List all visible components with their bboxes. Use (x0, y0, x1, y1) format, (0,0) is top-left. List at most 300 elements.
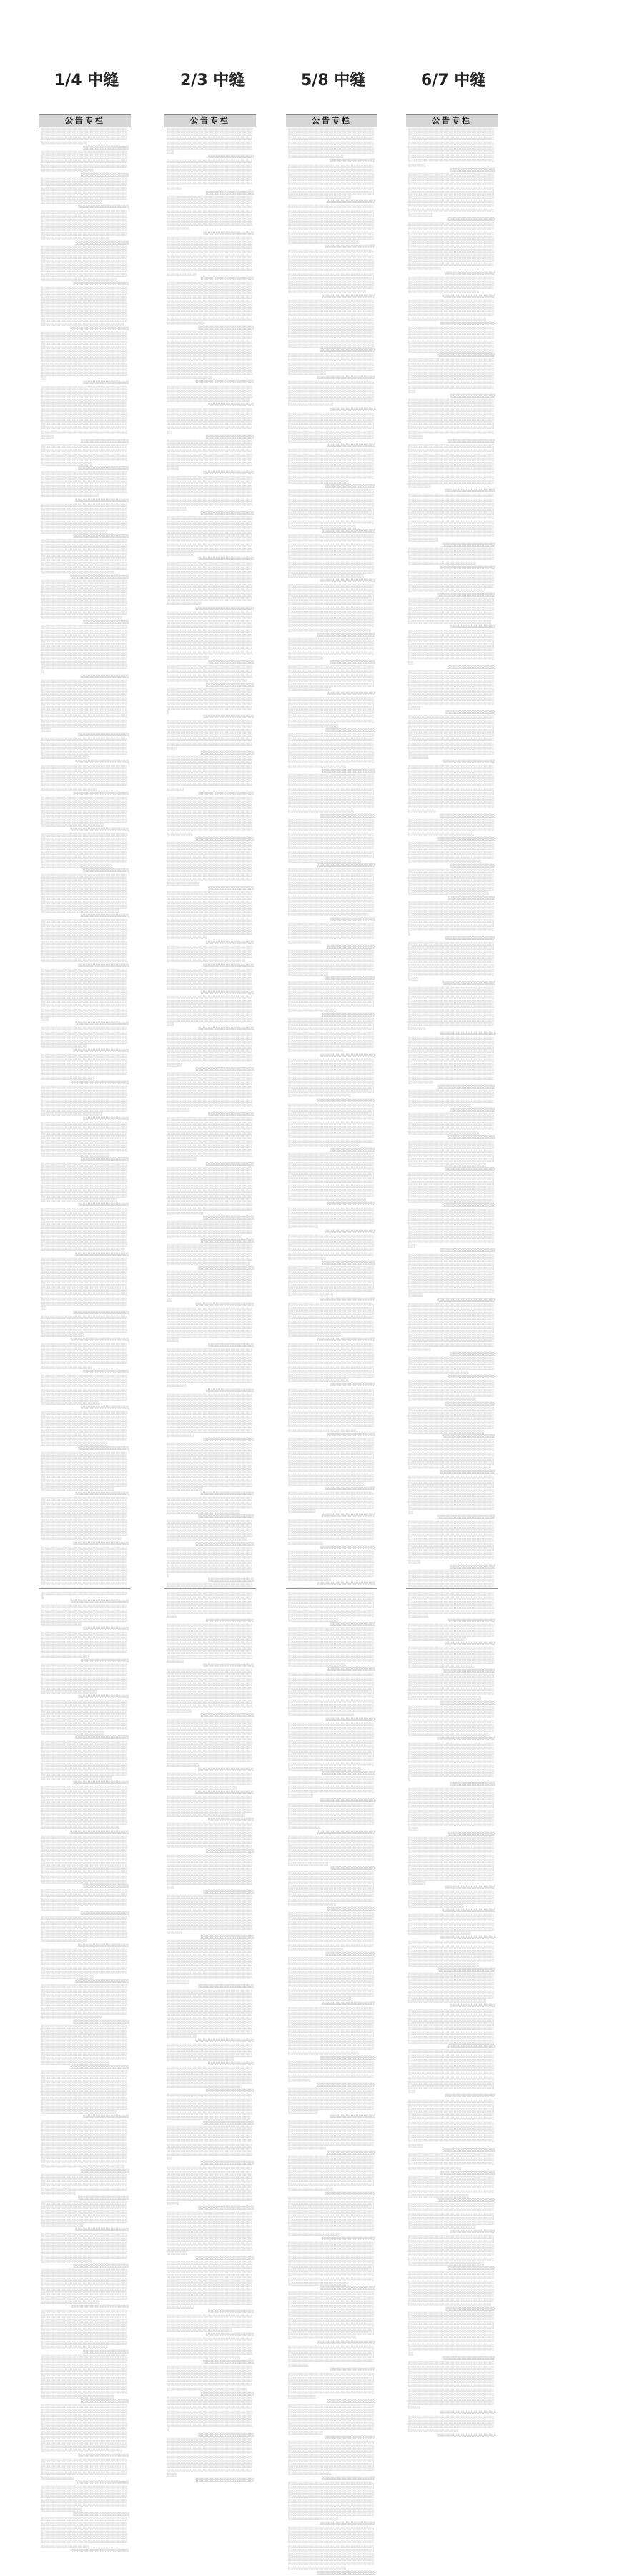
notice-signature-placeholder: ░░░░░░░░░░░░░░░░░░░░░░ (73, 2513, 129, 2517)
notice-signature-placeholder: ░░░░░░░░░░░░░░░░░░ (330, 1867, 375, 1871)
column-header: 公告专栏 (406, 114, 498, 127)
notice-text-placeholder: ░░░░░░░░░░░░░░░░░░░░░░░░░░░░░░░░░░░░░░░░░░░░░░░░░░░░░░░░░░░░░░░░░░░░░░░░░░░░░░░░░░░░░░░░░░░░░░░░░░░░░░░░░░░░░░░░░░░░░░░░░░░░░░░░░░░░░░░░░░░░░░░░░░░░░░░░░░░░░░░░░░░░░░░░░░░░░░░░░░░░░░░░░░░░░░░░░░░░░░░░░░░░░░░░░░░░░░░░░░░░░░░░░░░░░░░░░░░░░░░░░░░░░░░░░░░░░░░░░░░░░░░░░░░░░░░░░░░░░░░░░░░░░░░░░░░░░░░░░░░░░░ (41, 1163, 128, 1203)
notice-body (286, 127, 377, 2576)
notice-signature-placeholder: ░░░░░░░░░░░░░░░░░░░░ (78, 205, 129, 210)
notice-item (288, 734, 375, 774)
notice-item (288, 2482, 375, 2527)
notice-text-placeholder: ░░░░░░░░░░░░░░░░░░░░░░░░░░░░░░░░░░░░░░░░░░░░░░░░░░░░░░░░░░░░░░░░░░░░░░░░░░░░░░░░░░░░░░░░░░░░░░░░░░░░░░░░░░░░░░░░░░░░░░░░░░░░░░░░░░░░░░░░░░░░░░░░░░░░░░░░░░░░░░░░░░░░░░░░░░░░░░░░░░░░░░░░░░░░░░░░░░░░░░░░░░░░░░░░░░░░░░░░░░░░░░░░░░░░░░░░░░░░░░░░░░░░░░░░░░░░░░░░░░░░░░░░░░░░░░░░░░░░░░░░░░░░░░░░░░░░░░░░░░░░░░░░░░░░░░░░░░░░░░░░░░░░░░░░░░░░░░░░░░░░░░░░░░░░░░░░░░░░ (167, 892, 253, 941)
notice-text-placeholder: ░░░░░░░░░░░░░░░░░░░░░░░░░░░░░░░░░░░░░░░░░░░░░░░░░░░░░░░░░░░░░░░░░░░░░░░░░░░░░░░░░░░░░░░░░░░░░░░░░░░░░░░░░░░░░░░░░░░░░░░░░░░░░░░░░░░░░░░░░░░░░░░░░░░░░░░░░░░░░░░░░░░░░░░░░░░░░░░░░░░░░░░░░░░░░░░░░░░░░░░░░░░░░░░░░░░░░░░░░░░░░░░░░░░░░░░░░░░░░░░░░░░ (167, 1308, 253, 1343)
notice-signature-placeholder: ░░░░░░░░░░░░░░░░░░░░ (203, 715, 254, 720)
notice-item (408, 1974, 495, 2009)
notice-item (41, 2518, 129, 2554)
notice-item (408, 870, 495, 901)
notice-text-placeholder: ░░░░░░░░░░░░░░░░░░░░░░░░░░░░░░░░░░░░░░░░░░░░░░░░░░░░░░░░░░░░░░░░░░░░░░░░░░░░░░░░░░░░░░░░░░░░░░░░░░░░░░░░░░░░░░░░░░░░░░░░░░░░░░░░░░░░░░░░░░░░░░░░░░░░░░░░░░░░░░░░░ (408, 1914, 495, 1936)
notice-text-placeholder: ░░░░░░░░░░░░░░░░░░░░░░░░░░░░░░░░░░░░░░░░░░░░░░░░░░░░░░░░░░░░░░░░░░░░░░░░░░░░░░░░░░░░░░░░░░░░░░░░░░░░░░░░░░░░░░░░░░░░░░░░░░░░░░░░░░░░░░░░░░░░░░░░░░░░░░░ (288, 354, 375, 376)
notice-signature-placeholder: ░░░░░░░░░░░░░░░░░░░░ (78, 733, 129, 738)
notice-body (164, 127, 256, 2483)
notice-signature-placeholder: ░░░░░░░░░░░░░░░░░░░░░ (322, 2477, 375, 2481)
notice-item (408, 174, 495, 222)
notice-item (167, 1896, 254, 1940)
notice-signature-placeholder: ░░░░░░░░░░░░░░░░░░░░░ (322, 530, 375, 534)
notice-signature-placeholder: ░░░░░░░░░░░░░░░░░░░░ (78, 964, 129, 968)
notice-signature-placeholder: ░░░░░░░░░░░░░░░░░░░ (205, 1850, 254, 1854)
notice-signature-placeholder: ░░░░░░░░░░░░░░░░░░ (208, 660, 254, 665)
notice-text-placeholder: ░░░░░░░░░░░░░░░░░░░░░░░░░░░░░░░░░░░░░░░░░░░░░░░░░░░░░░░░░░░░░░░░░░░░░░░░░░░░░░░░░░░░░░░░░░░░░░░░░░░░░░░░░░░░░░░░░░░░░░░░░░░░░░░░░░░░░░░░░░░░░░░░░░░░░░░░░░░░░░░░░░░░░░░░░░░░░░░░░░░░░░░░░░░░░░░░░░░░░░░░░░░░░░░░░░░░░░░░░░░░░░░░░░░░░░░░░░░░░░░░░░░░░░░░░░░░░░░░░░░░░░░░░░░░░░░░ (408, 2009, 495, 2044)
notice-text-placeholder: ░░░░░░░░░░░░░░░░░░░░░░░░░░░░░░░░░░░░░░░░░░░░░░░░░░░░░░░░░░░░░░░░░░░░░░░░░░░░░░░░░░░░░░░░░░░░░░░░░░░░░░░░░░░░░░░░░░░░░░░░░░░░░░░░░░░░░░░░░░░░░░░░░░░░░░░░░░░░░░░░░░░░░░░░░░░░░░░░░░░░░░░░░░░░░░░░░░░░░░░░░░░░░░░░░░░░░░░░░░░░░░░░░░░░░░░░░░░░░░░░ (167, 2126, 253, 2162)
notice-text-placeholder: ░░░░░░░░░░░░░░░░░░░░░░░░░░░░░░░░░░░░░░░░░░░░░░░░░░░░░░░░░░░░░░░░░░░░░░░░░░░░░░░░░░░░░░░░░░░░░░░░░░░░░░░░░░░░░░░░░░░░░░░░░░░░░░░░░░░░░░░░░░░░░░░░░░░░░░░░░░░░░░░░░░░░░░░░░░░░░░░░░░░░░░░░░░░░░░░░░░░░░░░░░░░░░░░░░░░░░░░░░░░░░░░░░░░░░░░░░░░░░░░░░░░░░░░░░░░░░░░░░░░░░░░░░░░░░░░░░░░░░░░░░░ (167, 798, 253, 837)
notice-item (408, 1647, 495, 1674)
notice-text-placeholder: ░░░░░░░░░░░░░░░░░░░░░░░░░░░░░░░░░░░░░░░░░░░░░░░░░░░░░░░░░░░░░░░░░░░░░░░░░░░░░░░░░░░░░░░░░░░░░░░░░░░░░░░░░░░░░░░░░░░░░░░░░░░░░░░░░░░░░░░░░░░░░░░░░░░░░░░░░░░░░░░░░░░░░░░░░░░░░░░░░░░░░░░░░░░░░░░░░░░░░░░░░░░░░░░░░░░░░░░░░░░░░░░░░░░░░░░░░░░░░░░░░░░░░░░░░░░░░░░░░░░░░░░░░░░░░░░░░░░░░░░░░░░░░░░░░░░░░░░░░░░░░░░░░░░░░░░░░░░░░░░░░░░░░░░░░░░░░░░░░░░░░░░░░░░░░░░░░░░░░░░░░░░░░░░░░ (288, 1723, 375, 1771)
notice-signature-placeholder: ░░░░░░░░░░░░░░░░░░░░ (325, 245, 375, 250)
notice-text-placeholder: ░░░░░░░░░░░░░░░░░░░░░░░░░░░░░░░░░░░░░░░░░░░░░░░░░░░░░░░░░░░░░░░░░░░░░░░░░░░░░░░░░░░░░░░░░░░░░░░░░░░░░░░░░░░░░░░░░░░░░░░░░░░░░░░░░░░░░░░░░░░░░░░░░░░░░░░░░░░░░░░░░░░░░ (408, 843, 495, 864)
notice-signature-placeholder: ░░░░░░░░░░░░░░░░░░░░░░ (440, 566, 495, 570)
notice-item (41, 1836, 129, 1889)
notice-signature-placeholder: ░░░░░░░░░░░░░░░░░░░░░ (75, 2228, 129, 2233)
notice-item (167, 996, 254, 1032)
notice-text-placeholder: ░░░░░░░░░░░░░░░░░░░░░░░░░░░░░░░░░░░░░░░░░░░░░░░░░░░░░░░░░░░░░░░░░░░░░░░░░░░░░░░░░░░░░░░░░░░░░░░░░░░░░░░░░░░░░░░░░░░░░░░░░░░░░░░░░░░░░░░░░░░░░░░░░░░░░░░░░░░░░░░░░░░ (408, 1381, 495, 1403)
notice-text-placeholder: ░░░░░░░░░░░░░░░░░░░░░░░░░░░░░░░░░░░░░░░░░░░░░░░░░░░░░░░░░░░░░░░░░░░░░░░░░░░░░░░░░░░░░░░░░░░░░░░░░░░░░░░░░░░░░░░░░░░░░░░░░░░░░░░░░░░░░░░░░░░░░░░░░░░░░░░░░░░░░░░░░░░░░░░░░░░░░░░░░░░░░░░░░░░░░░░░░░░░░░░░░░░░░░░░░░░░░░░░░░░░░░░░░░░░░░░░░░░░░░░░░░░░░░░░░░░░░░░░░░░░░░░░░░░░░░░░░░ (408, 1476, 495, 1516)
notice-item (288, 354, 375, 381)
notice-text-placeholder: ░░░░░░░░░░░░░░░░░░░░░░░░░░░░░░░░░░░░░░░░░░░░░░░░░░░░░░░░░░░░░░░░░░░░░░░░░░░░░░░░░░░░░░░░░░░░░░░░░░░░░░░░░░░░░░░░░░░░░░░░░░░░░░░░░░░░░░░░░░░░░░░░░░░░░░░░░░░░░░░░░░░░░░░░░░░░░░░░░░░░░░░░░░░░░░░░░░░░░░░░░░░░░░░░░░░░░░░░░░░░░░░░░░░░░░░ (41, 210, 128, 241)
notice-text-placeholder: ░░░░░░░░░░░░░░░░░░░░░░░░░░░░░░░░░░░░░░░░░░░░░░░░░░░░░░░░░░░░░░░░░░░░░░░░░░░░░░░░░░░░░░░░░░░░░░░░░░░░░░░░░░░░░░░░░░░░░░░░░░░░░░░░░░░░░░░░░░░░░░░░░░░░░░░░░░░░░░░░░░░░░░░░░░░░░░░░░░░░░░░░░░░░░░░░░░░░░░░░░░░░░░░░░░░░░░░░░░░░░░░░░░░░░░░░░░░░░░░░░░░░░░░░░░░░░░░░░░░░░░░░░░░░░░░░░░░░░░░░░░░░░░░░░░░░░░░░░░░░░░░░░░░░░░░░░░░░░░░░░░░░░░░░░░░░░░░░░░░░░░░░░░░░░░░░░░░░░░░░░░░░░░░░░░ (288, 1438, 375, 1487)
notice-item (408, 572, 495, 598)
notice-text-placeholder: ░░░░░░░░░░░░░░░░░░░░░░░░░░░░░░░░░░░░░░░░░░░░░░░░░░░░░░░░░░░░░░░░░░░░░░░░░░░░░░░░░░░░░░░░░░░░░░░░░░░░░░░░░░░░░░░░░░░░░░░░░░░░░░░░░░░░░░░░░░░░░░░░░░░░░░░░░░░░░░░░░░░░░░░░░░░░░░░░░░░░░░░░░░░░░░░░░░░░░░░░░░░░░░░░░░░░░░░░░░░░░░░░░░░░░░░░░░░ (408, 1973, 495, 2004)
notice-item (288, 639, 375, 665)
notice-text-placeholder: ░░░░░░░░░░░░░░░░░░░░░░░░░░░░░░░░░░░░░░░░░░░░░░░░░░░░░░░░░░░░░░░░░░░░░░░░░░░░░░░░░░░░░░░░░░░░░░░░░░░░░░░░░░░░░░░░░░░░░░░░░░░░░░░░░░░░░░░░░░░░░░░░░░░░░░░░░ (41, 1316, 128, 1338)
notice-signature-placeholder: ░░░░░░░░░░░░░░░░░░░░░░ (198, 2207, 254, 2211)
notice-signature-placeholder: ░░░░░░░░░░░░░░░░░░░ (80, 1158, 129, 1162)
notice-signature-placeholder: ░░░░░░░░░░░░░░░░░░░ (327, 1908, 375, 1912)
notice-text-placeholder: ░░░░░░░░░░░░░░░░░░░░░░░░░░░░░░░░░░ ░░░░░░░░░░░░░░░░░░░░░░░░░░░░░░░░░░░░░░░░░░░░░░░░░░░░░░░░░░░░░░░░░░░░░░░░░░░░░░░░░░░░░░░░░░░░░░░░░░░░░░░░░░░░░░░░░░░░░░░░░░░░░░░░░░░░░░░░░░░░░░░░░░░░░░░░░░░░░░░░░░░░░░░░░░░░░░ (167, 1584, 253, 1619)
notice-signature-placeholder: ░░░░░░░░░░░░░░░░░░░░░░ (440, 1471, 495, 1475)
notice-signature-placeholder: ░░░░░░░░░░░░░░░░░░░ (205, 941, 254, 945)
notice-signature-placeholder: ░░░░░░░░░░░░░░░░░░ (83, 2350, 129, 2354)
notice-text-placeholder: ░░░░░░░░░░░░░░░░░░░░░░░░░░░░░░░░░░░░░░░░░░░░░░░░░░░░░░░░░░░░░░░░░░░░░░░░░░░░░░░░░░░░░░░░░░░░░░░░░░░░░░░░░░░░░░░░░░░░░░░░░░░░░░░░░░░░░░░░░░░░░░░░░░░░░░░░░░░░░░░░░░░░░░░░░░░░░░░░░░░░░░░░░░░░░░░░░░░░░░░░░░░░░░░░░░░░░░░░░░░░░░░░░░░░░░░░░░░░░░░░░░░░░░░░░░░░░░░░░░░░░░░░░░░░░░░░░░░░░░░░░░░░░░░░░░░░░░░░░░░░░░░░░░░░░░░░░░░░░░░░░░░░░░░░░░░░░░░░░░░░░░░░░░░░░░░░░ (408, 223, 495, 272)
notice-signature-placeholder: ░░░░░░░░░░░░░░░░░░░░░ (75, 1980, 129, 1984)
notice-text-placeholder: ░░░░░░░░░░░░░░░░░░░░░░░░░░░░░░░░░░░░░░░░░░░░░░░░░░░░░░░░░░░░░░░░░░░░░░░░░░░░░░░░░░░░░░░░░░░░░░░░░░░░░░░░░░░░░░░░░░░░░░░░░░░░░░░░░░░░░░░░░░░░░░░░░░░░░░░░░░░░░░░░░░░░░░░░░░░░░░░░░░░░░░░░░░░░░░░░░░░░░░░░░░░░░░░░░░░░░░░░░░░░░░░░░░░░░░░░░░░░░░░░░░░░░░░░░░░░░░░░░░░░░░░░░░░░░░░░░░░░░░░░░░░░░░░░░░░░░░░░░░░░░░░░░░░░░░░░░░░░░░░░░░░░░░░░░░░░░░░░░░░░ (41, 919, 128, 964)
notice-text-placeholder: ░░░░░░░░░░░░░░░░░░░░░░░░░░░░░░░░░░░░░░░░░░░░░░░░░░░░░░░░░░░░░░░░░░░░░░░░░░░░░░░░░░░░░░░░░░░░░░░░░░░░░░░░░░░░░░░░░░░░░░░░░░░░░░░░░░░░░░░░░░░░░░░░░░░░░░░░░░░░░░░░░░░░░░░░░░░░░░░░░░░░░░░░░░░░░░░░░░░░░░░░░░░░░░░░░░░░░░░░░░░░░░░░░░░░░░░░░░░░░░░░░░░░░░░░░░░░░░░░░░░░░░░░░░░░░░░░░░░░░░░░░░░░░░░░░░░░░░░░░░░░ (288, 205, 375, 245)
notice-signature-placeholder: ░░░░░░░░░░░░░░░░░░░░░ (75, 760, 129, 765)
notice-item (288, 1913, 375, 1957)
notice-item (167, 1991, 254, 2044)
notice-text-placeholder: ░░░░░░░░░░░░░░░░░░░░░░░░░░░░░░░░░░░░░░░░░░░░░░░░░░░░░░░░░░░░░░░░░░░░░░░░░░░░░░░░░░░░░░░░░░░░░░░░░░░░░░░░░░░░░░░░░░░░░░░░░░░░░░░░░░░░░░░░░░░░░░░░░░░░░░░░░░░░░░░░░░░░░░░░░░░░░░░░░░░░░░░░░░░░░░░░░░░░░░░░░░░░░░░░░░░░░░░░░░░░░░░░░░░░░░░░░░░░░░░░░░░░░░░░░░░░░░░░░░░░░░░░░░░░░░░░░░░░░░░░░░░░░░░░░░░░░░░░░░░░░░░░░░░░░░░░░░░░░░░░░░░░░░░░░░░░░░░░░░░░░░░░░░ (408, 2100, 495, 2148)
notice-text-placeholder: ░░░░░░░░░░░░░░░░░░░░░░░░░░░░░░░░░░░░░░░░░░░░░░░░░░░░░░░░░░░░░░░░░░░░░░░░░░░░░░░░░░░░░░░░░░░░░░░░░░░░░░░░░░░░░░░░░░░░░░░░░░░░░░░░░░░░░░░░░░░░░░░░░░░░░░░░░░░░░░░░░░░░░░░░░░░░░░░░░░░░░░░░░░░░░░░░░░░░░░░░░░░░░░░ (167, 996, 253, 1027)
notice-text-placeholder: ░░░░░░░░░░░░░░░░░░░░░░░░░░░░░░░░░░░░░░░░░░░░░░░░░░░░░░░░░░░░░░░░░░░░░░░░░░░░░░░░░░░░░░░░░░░░░░░░░░░░░░░░░░░░░░░░░░░░░░░░░░░░░░░░░░░░░░░░░░░░░░░░░░░░░░░░░░░░░░░░░░░░░░░░░░░░░░░░░░░░░░░░░░░░░░░░░░░░░░░░░░░░░░░░░░░░░░░░░░░░░░░░░░ (41, 1665, 128, 1695)
notice-item (167, 1521, 254, 1547)
notice-item (41, 581, 129, 625)
notice-text-placeholder: ░░░░░░░░░░░░░░░░░░░░░░░░░░░░░░░░░░░░░░░░░░░░░░░░░░░░░░░░░░░░░░░░░░░░░░░░░░░░░░░░░░░░░░░░░░░░░░░░░░░░░░░░░░░░░░░░░░░░░░░░░░░░░░░░░░░░░░░░░░░░░░░░░░░░░░░░░░░░░░░░░░░░░░░░░░░░░░░░░░░░░░░░░░░░░░░░░░░░░░░ (408, 1675, 495, 1701)
notice-text-placeholder: ░░░░░░░░░░░░░░░░░░░░░░░░░░░░░░░░░░░░░░░░░░░░░░░░░░░░░░░░░░░░░░░░░░░░░░░░░░░░░░░░░░░░░░░░░░░░░░░░░░░░░░░░░░░░░░░░░░░░░░░░░░░░░░░░░░░░░░░░░░░░░░░░░░░░░░░░░░░░░░░░░░░░░░░░░░░░░░░░░░░░░░░░░░░░░░░░░░░░░░░░░░░░░░░░░░░░░░░░░░░░░░░░░░░░░░░░░░░░░░░░░ (408, 359, 495, 394)
notice-item (41, 798, 129, 833)
notice-signature-placeholder: ░░░░░░░░░░░░░░░░░░░░░░░ (437, 354, 495, 358)
notice-text-placeholder: ░░░░░░░░░░░░░░░░░░░░░░░░░░░░░░░░░░░░░░░░░░░░░░░░░░░░░░░░░░░░░░░░░░░░░░░░░░░░░░░░░░░░░░░░░░░░░░░░░░░░░░░░░░░░░░░░░░░░░░░░░░░░░░░░░░░░░░░░░░░░░░░░░░░░░░░░░░░░░░░░░░░░░░░░░░░░░░░░░░░░░░░░░░░░░░░░░░░░░░░░░░░░░░░░░░░░░░░░░░░░░░░░░░░░░░░░░░░░░░░░░░░░░░░░░░░░░░░░░░░░░░░░░░░░░░░░░░░░░░░░░░░░░░░░░░░░░░░░░░░░░ (41, 1452, 128, 1492)
notice-item (408, 445, 495, 494)
notice-text-placeholder: ░░░░░░░░░░░░░░░░░░░░░░░░░░░░░░░░░░░░░░░░░░░░░░░░░░░░░░░░░░░░░░░░░░░░░░░░░░░░░░░░░░░░░░░░░░░░░░░░░░░░░░░░░░░░░░░░░░░░░░░░░░░░░░░░░░░░░░░░░░░░░░░░░░░░░░░░░░░░░░░░░░░░░░░░░░░░░░░░░░░░░░░░░░░░░░░░░░░░░░░░░░░░░░░░░░░░░░░░░░░░░░░░░░░░░░░░░░░░░░░░░░░░░░░░░░░░░░░░░░░░░░ (41, 1985, 128, 2020)
notice-item (288, 820, 375, 868)
notice-text-placeholder: ░░░░░░░░░░░░░░░░░░░░░░░░░░░░░░░░░░░░░░░░░░░░░░░░░░░░░░░░░░░░░░░░░░░░░░░░░░░░░░░░░░░░░░░░░░░░░░░░░░░░░░░░░░░░░░░░░░░░░░░░░░░░░░░░░░░░░░░░░░░░░░░░░░░░░░░░░░░░░░░░░░░░░░░░░░░░░░░░░░░░░░░░░░░░░░░░░░░░░░ (408, 1941, 495, 1968)
notice-item (408, 1914, 495, 1941)
notice-text-placeholder: ░░░░░░░░░░░░░░░░░░░░░░░░░░░░░░░░░░░░░░░░░░░░░░░░░░░░░░░░░░░░░░░░░░░░░░░░░░░░░░░░░░░░░░░░░░░░░░░░░░░░░░░░░░░░░░░░░░░░░░░░░░░░░░░░░░░░░░░░░░░░░░░░░░░░░░░░░░░░░░░░░░░░░░░░░░░░░░░░░░░░░░░░░░░░░░░░░░░░░░░░░░░░░░░░░░░░░░░░░░░░░░░░░░░░░░░░░░░░░░░░░░░░░░░░░░░░░░░░░░░░░░░░░░░░░░░░░░░░░░░░░░░░░░░░░░░░░░░░░░░░░░░░░░ ░░░░░░░░░░░░░░░░░░░░░░░░░░░░░░░░░░░ (41, 1547, 128, 1600)
notice-signature-placeholder: ░░░░░░░░░░░░░░░░░░░░ (445, 937, 495, 941)
notice-signature-placeholder: ░░░░░░░░░░░░░░░░░░ (208, 1818, 254, 1822)
notice-item (408, 2050, 495, 2099)
notice-signature-placeholder: ░░░░░░░░░░░░░░░░░░ (330, 1623, 375, 1627)
notice-text-placeholder: ░░░░░░░░░░░░░░░░░░░░░░░░░░░░░░░░░░░░░░░░░░░░░░░░░░░░░░░░░░░░░░░░░░░░░░░░░░░░░░░░░░░░░░░░░░░░░░░░░░░░░░░░░░░░░░░░░░░░░░░░░░░░░░░░░░░░░░░░░░░░░░░░░░░░░░░░░░░░░░░░░░░░░░░░░░░░░░░░░░░░░░░░░░░░░░░░░░░░░░░░░░░░░░░░░░░░░░░░░░░░░░░░░░░░░░░░░░░░░░░░░░░░░░░░░░░░░░░░░░░░░░░░░░░░░░░░░░░░░░░░░░░░░░░░░░░░░░░░░░░░░░░░░░░░░░░░░░░░░ (167, 1394, 253, 1438)
notice-text-placeholder: ░░░░░░░░░░░░░░░░░░░░░░░░░░░░░░░░░░░░░░░░░░░░░░░░░░░░░░░░░░░░░░░░░░░░░░░░░░░░░░░░░░░░░░░░░░░░░░░░░░░░░░░░░░░░░░░░░░░░░░░░ (41, 129, 128, 146)
notice-signature-placeholder: ░░░░░░░░░░░░░░░░░░░░ (78, 1695, 129, 1700)
notice-item (167, 2316, 254, 2338)
notice-item (167, 2095, 254, 2125)
notice-item (408, 1304, 495, 1357)
notice-text-placeholder: ░░░░░░░░░░░░░░░░░░░░░░░░░░░░░░░░░░░░░░░░░░░░░░░░░░░░░░░░░░░░░░░░░░░░░░░░░░░░░░░░░░░░░░░░░░░░░░░░░░░░░░░░░░░░░░░░░░░░░░░░░░░░░░░░░░░░░░░░░░░░░░░░░░░░░░░░░░░░░░░░░░░░░░░░░░░░░░░░░░░░░░░░░░░░░░░░░░░░░░░░░░░░░░░░░░░░░░░░░░░░░░░░░░░░░░░░░░░░░░░░░░░░░░░░░░░░░░░░░░░░░░░░░░░░░░░░░░░░░░░░░░░░░░░░░░░░░░░░░░░░░░░░░░░░░░░░░░ (167, 2212, 253, 2256)
notice-item (288, 1673, 375, 1722)
notice-item (288, 449, 375, 489)
notice-item (408, 1114, 495, 1140)
notice-item (408, 300, 495, 327)
notice-signature-placeholder: ░░░░░░░░░░░░░░░░░░░░░░░ (317, 376, 375, 381)
notice-signature-placeholder: ░░░░░░░░░░░░░░░░░░░░ (203, 232, 254, 236)
notice-signature-placeholder: ░░░░░░░░░░░░░░░░░░░░░░ (73, 535, 129, 539)
notice-item (41, 1665, 129, 1700)
notice-text-placeholder: ░░░░░░░░░░░░░░░░░░░░░░░░░░░░░░░░░░░░░░░░░░░░░░░░░░░░░░░░░░░░░░░░░░░░░░░░░░░░░░░░░░░░░░░░░░░░░░░░░░░░░░░░░░░░░░░░░░░░░░░░░░░░░░░░░░░░░░░░░░░░░░░░░░░░░░░░░░░░░░░░░░░░░░░░░░░░░░░░░░░░░░░░░░░░ (41, 1917, 128, 1944)
notice-item (288, 1777, 375, 1803)
notice-text-placeholder: ░░░░░░░░░░░░░░░░░░░░░░░░░░░░░░░░░░░░░░░░░░░░░░░░░░░░░░░░░░░░░░░░░░░░░░░░░░░░░░░░░░░░░░░░░░░░░░░░░░░░░░░░░░░░░░░░░░░░░░░░░░░░░░░░░░░░░░░░░░░░░░░░░░░░░░░░░░░░░░░░░░░░░░░░░░░░░░░░░░░░░░░░░░░░░░░░░░░░░░░░░░░░░░░░░░░░░░░░░░░░░░░░░░░░░░░░░░░░░░░░░░░░░░░░░░░░░░░░░░░░░░░░░░░░░░░░░░░░░░░░░░░░░░░░░░░░░░░░░░░░░░░░░░░░░░░░░░░░░░░░░░░░░░░░░░░░░░░░░░░░░░░░░░░░░░░░░░░░░░░░░░░░░░░░░░░░ (41, 2405, 128, 2454)
notice-item (41, 1344, 129, 1375)
notice-text-placeholder: ░░░░░░░░░░░░░░░░░░░░░░░░░░░░░░░░░░░░░░░░░░░░░░░░░░░░░░░░░░░░░░░░░░░░░░░░░░░░░░░░░░░░░░░░░░░░░░░░░░░░░░░░░░░░░░░░░░░░░░░░░░░░░░░░░░░░░░░░░░░░░░░░░░░░░░░░░░░░░░░░░░░░░░░░░░░░░░░░░░░░░░░░░░░░░░░░░░░░░░░░░░░ (408, 599, 495, 625)
notice-text-placeholder: ░░░░░░░░░░░░░░░░░░░░░░░░░░░░░░░░░░░░░░░░░░░░░░░░░░░░░░░░░░░░░░░░░░░░░░░░░░░░░░░░░░░░░░░░░░░░░░░░░░░░░░░░░░░░░░░░░░░░░░░░░░░░░░░░░░░░░░░░░░░░░░░░░░░░░░ (41, 2175, 128, 2196)
notice-item (288, 1520, 375, 1551)
notice-signature-placeholder: ░░░░░░░░░░░░░░░░░░░░░ (200, 2392, 254, 2396)
notice-signature-placeholder: ░░░░░░░░░░░░░░░░░░░░░ (75, 2481, 129, 2485)
notice-signature-placeholder: ░░░░░░░░░░░░░░░░░░░░░░ (198, 1267, 254, 1271)
notice-signature-placeholder: ░░░░░░░░░░░░░░░░░░ (208, 155, 254, 160)
notice-signature-placeholder: ░░░░░░░░░░░░░░░░░░ (83, 381, 129, 386)
notice-item (167, 1856, 254, 1896)
notice-item (167, 612, 254, 665)
notice-signature-placeholder: ░░░░░░░░░░░░░░░░░░░░░░ (320, 1298, 375, 1302)
notice-item (288, 775, 375, 819)
notice-signature-placeholder: ░░░░░░░░░░░░░░░░░░░░ (445, 711, 495, 715)
notice-item (288, 250, 375, 299)
notice-signature-placeholder: ░░░░░░░░░░░░░░░░░░░░░░░ (195, 1791, 254, 1795)
notice-signature-placeholder: ░░░░░░░░░░░░░░░░░░░ (327, 444, 375, 449)
notice-signature-placeholder: ░░░░░░░░░░░░░░░░░░░ (447, 2045, 495, 2049)
notice-text-placeholder: ░░░░░░░░░░░░░░░░░░░░░░░░░░░░░░░░░░░░░░░░░░░░░░░░░░░░░░░░░░░░░░░░░░░░░░░░░░░░░░░░░░░░░░░░░░░░░░░░░░░░░░░░░░░░░░░░░░░░░░░░░░░░░░░░░░░░░░░░░░░░░░░░░ (288, 2061, 375, 2083)
notice-item (41, 1453, 129, 1497)
notice-text-placeholder: ░░░░░░░░░░░░░░░░░░░░░░░░░░░░░░░░░░░░░░░░░░░░░░░░░░░░░░░░░░░░░░░░░░░░░░░░░░░░░░░░░░░░░░░░░░░░░░░░░░░░░░░░░░░░░░░░░░░░░░░░░░░░░░░░░░░░░░░░░░░░░░░░░░░░░░░░░░░░░░░░░░░░░░░░░░░░░░░░░░░░░░░░░░░░░░░░░░░░░░░░░░░░░░░░░░░░░░░░░░░░░░░░░░░░░░░░░░░░░░░ (408, 901, 495, 937)
notice-text-placeholder: ░░░░░░░░░░░░░░░░░░░░░░░░░░░░░░░░░░░░░░░░░░░░░░░░░░░░░░░░░░░░░░░░░░░░░░░░░░░░░░░░░░░░░░░░░░░░░░░░░░░░░░░░░░░░░░░░░░░░░░░░░░░░░░░░░░░░░░░░░░░░░░░░░░░░░░░░░░░░░░░░░░░░░░░░░░░░░░░░░░░░░░░░░░░░░░░░░░░░░░░░░░░░░░░░░░░░░░░░░░░░░░░░░░░░░░░░░░░░░░░░░░░░░░░░░░░░░░░░░░░░░ (288, 734, 375, 769)
notice-item (41, 2270, 129, 2310)
notice-signature-placeholder: ░░░░░░░░░░░░░░░░░░░░ (325, 729, 375, 733)
notice-signature-placeholder: ░░░░░░░░░░░░░░░░░░░░░░ (320, 814, 375, 818)
notice-text-placeholder: ░░░░░░░░░░░░░░░░░░░░░░░░░░░░░░░░░░░░░░░░░░░░░░░░░░░░░░░░░░░░░░░░░░░░░░░░░░░░░░░░░░░░░░░░░░░░░░░░░░░░░░░░░░░░░░░░░░░░░░░░░░░░░░░░░░░░░░░░░░░░░░░░░░░░░░░░░░░░░░░░░░░░░░░░░░░░░░░░░░░░░░░░░░░░░░░░░░░░░░░░░░░░░░░░░░░░░░░░░░░░░░░░░░░░░░░░░░░░░░░░░░░░░░░░░░░░░░░░░░░░░░░░░░░ (41, 540, 128, 575)
notice-item (408, 1173, 495, 1209)
notice-signature-placeholder: ░░░░░░░░░░░░░░░░░░ (83, 1370, 129, 1374)
notice-signature-placeholder: ░░░░░░░░░░░░░░░░░░░░ (445, 2095, 495, 2099)
notice-text-placeholder: ░░░░░░░░░░░░░░░░░░░░░░░░░░░░░░░░░░░░░░░░░░░░░░░░░░░░░░░░░░░░░░░░░░░░░░░░░░░░░░░░░░░░░░░░░░░░░░░░░░░░░░░░░░░░░░░░░░░░░░░░░░░░░░░░░░░░░░░░░░░░░░░░░░░░░░░░░░░░░░░░░░░░░░░░░░░░░░░░░░░░░░░░░ (288, 1235, 375, 1261)
notice-item (167, 689, 254, 720)
notice-text-placeholder: ░░░░░░░░░░░░░░░░░░░░░░░░░░░░░░░░░░░░░░░░░░░░░░░░░░░░░░░░░░░░░░░░░░░░░░░░░░░░░░░░░░░░░░░░░░░░░░░░░░░░░░░░░░░░░░░░░░░░░░░░░░░░░░░░░░░░░░░░░░░░░░░░░░░░░░░░░░░░░░░░░░░░░░░░░░░░░░░░░░░░░░░░░░░░░░░░░░░░░░░░░░░░░░░░░░░░░░░░░░░░░░░░░░░░░░░░░░░░░░░░░░░░░░░░░░░░░░░░░░░░░░░░░░░░░░░░░░░░░░░░░░░░░░░░░░░░░░░░░░░░░░░░░░░░░░░ (408, 1521, 495, 1565)
notice-text-placeholder: ░░░░░░░░░░░░░░░░░░░░░░░░░░░░░░░░░░░░░░░░░░░░░░░░░░░░░░░░░░░░░░░░░░░░░░░░░░░░░░░░░░░░░░░░░░░░░░░░░░░░░░░░░░░░░░░░░░░░░░░░░░░░░░░░░░░░░░░░░░░░░░░░░░░░░░░░░░░░░░░░░░░░░░░░░░░░░░░░░░░░░░░░░░░░░░░░░░░░░░░░░░░░░░░░░░░░░░░░░░░░░░░░░░░░░░ (41, 504, 128, 535)
notice-signature-placeholder: ░░░░░░░░░░░░░░░░░░░░░░░ (317, 1582, 375, 1587)
notice-text-placeholder: ░░░░░░░░░░░░░░░░░░░░░░░░░░░░░░░░░░░░░░░░░░░░░░░░░░░░░░░░░░░░░░░░░░░░░░░░░░░░░░░░░░░░░░░░░░░░░░░░░░░░░░░░░░░░░░░░░░░░░░░░░░░░░░░░░░░░░░░░░░░░░░░░░░░░░░░░░░░░░░░░░░░░░░░░░░░░░░░░░░░░░░░░░░░░░░░░░░░░░░░░░░░░░░░░░░░░░░░░░░░░░░░░░░░░░░░░░░░░░░░░░░░░░░░░░░░░░░░░░░░░░░░░░░░░░░░░░░░░ (408, 942, 495, 982)
notice-item (41, 1742, 129, 1786)
notice-text-placeholder: ░░░░░░░░░░░░░░░░░░░░░░░░░░░░░░░░░░░░░░░░░░░░░░░░░░░░░░░░░░░░░░░░░░░░░░░░░░░░░░░░░░░░░░░░░░░░░░░░░░░░░░░░░░░░░░░░░░░░░░░░░░░░░░░░░░ (167, 1773, 253, 1791)
notice-item (408, 2362, 495, 2415)
notice-item (41, 2487, 129, 2517)
notice-signature-placeholder: ░░░░░░░░░░░░░░░░░░░░ (445, 2307, 495, 2311)
notice-item (408, 2204, 495, 2235)
notice-signature-placeholder: ░░░░░░░░░░░░░░░░░░ (450, 865, 495, 869)
notice-item (408, 820, 495, 842)
notice-text-placeholder: ░░░░░░░░░░░░░░░░░░░░░░░░░░░░░░░░░░░░░░░░░░░░░░░░░░░░░░░░░░░░░░░░░░░░░░░░░░░░░░░░░░░░░░░░░░░░░░░░░░░░░░░░░░░░░░░░░░░░░░░░░░░░░░░░░░░░░░░░░░░░░░░░░░░░░░░░░░░░░░░░░░░░░░░░░░░░░░░░░░░░░░░░░░░░░░░░░░░░░░░░░░░░░░░░░░░░░░░░░░░░░░░░░░░░░░░░░░░░░░░░ (408, 630, 495, 665)
notice-text-placeholder: ░░░░░░░░░░░░░░░░░░░░░░░░░░░░░░░░░░░░░░░░░░░░░░░░░░░░░░░░░░░░░░░░░░░░░░░░░░░░░░░░░░░░░░░░░░░░░░░░░░░░░░░░░░░░░░░░░░░░░░░░░░░░░░░░░░░░░░░░░░░░░░░░░░░░░░░░░░░░░░░░░░░░░░░░░░░░░░░░░░░░░░░░░░░░░░░░░░░░░░░░░░░░░░░░░░░░░░░░░░░░░░░░░░░░░░░░░░░░░ (408, 1439, 495, 1471)
notice-item (167, 666, 254, 688)
notice-signature-placeholder: ░░░░░░░░░░░░░░░░░░░░░ (322, 2002, 375, 2007)
notice-signature-placeholder: ░░░░░░░░░░░░░░░░░░░ (80, 675, 129, 679)
notice-text-placeholder: ░░░░░░░░░░░░░░░░░░░░░░░░░░░░░░░░░░░░░░░░░░░░░░░░░░░░░░░░░░░░░░░░░░░░░░░░░░░░░░░░░░░░░░░░░░░░░░░░░░░░░░░░░░░░░░░░░░░░░░░░░░░░░░░░░░░░░░░░░░░░░░░░░░░░░░░░░░░░░░░░░░░░░░░░░░░░░░░░░░░░░░░░░░░░░░░░░░░░░░░░░░░░░░░░░░░░░░░░░░░░░░░░░ (288, 413, 375, 444)
notice-item (288, 1439, 375, 1492)
notice-item (408, 631, 495, 671)
notice-signature-placeholder: ░░░░░░░░░░░░░░░░░░ (208, 1113, 254, 1117)
notice-item (288, 1154, 375, 1207)
notice-signature-placeholder: ░░░░░░░░░░░░░░░░░░░░░░ (320, 2522, 375, 2526)
notice-signature-placeholder: ░░░░░░░░░░░░░░░░░░░░ (78, 2197, 129, 2201)
notice-text-placeholder: ░░░░░░░░░░░░░░░░░░░░░░░░░░░░░░░░░░░░░░░░░░░░░░░░░░░░░░░░░░░░░░░░░░░░░░░░░░░░░░░░░░░░░░░░░░░░░░░░░░░░░░░░░░░░░░░░░░░░░░░░░░░░░░░░░░░░░░░░░░░░░░░░░░░░░░░░░░░░░░░░░░░░░░░░░░░░░░░░░░░░░░░░░░░░░░░░░ (41, 472, 128, 499)
notice-text-placeholder: ░░░░░░░░░░░░░░░░░░░░░░░░░░░░░░░░░░░░░░░░░░░░░░░░░░░░░░░░░░░░░░░░░░░░░░░░░░░░░░░░░░░░░░░░░░░░░░░░░░░░░░░░░░░░░░░░░░░░░░░░░░░░░░░░░░░░░░░░░░░░░░░░░░░░░░░░░░░░░░░░░░░░░░░░░░░░░░░░░░░░░░░░░░░░░░░░░░░░░░░░░░░░░░░░░░░░░░░░░░░░░░░░░░░░░░░░░░░░░░░░░░░░░░░░░░░░░░░░░░░ (288, 1303, 375, 1338)
notice-text-placeholder: ░░░░░░░░░░░░░░░░░░░░░░░░░░░░░░░░░░░░░░░░░░░░░░░░░░░░░░░░░░░░░░░░░░░░░░░░░░░░░░░░░░░░░░░░░░░░░░░░░░░░░░░░░░░░░░░░░░░░░░░░░░░░░░░░░░░░░░░░░░░░░░░░░░░░░░░░░░░░░░░░░░░░░░░░░░░░░░░░░░░░░░░░░░░░░░░░░░░░░░░░░░░░░░░░░░░░░░░░░░░░░░░░░░░░░░░░░░░░░░░░░░░░░░░░░░░░░░░░░░░░░░ (288, 449, 375, 484)
notice-signature-placeholder: ░░░░░░░░░░░░░░░░░░░░░░ (198, 1027, 254, 1032)
notice-text-placeholder: ░░░░░░░░░░░░░░░░░░░░░░░░░░░░░░░░░░░░░░░░░░░░░░░░░░░░░░░░░░░░░░░░░░░░░░░░░░░░░░░░░░░░░░░░░░░░░░░░░░░░░░░░░░░░░░░░░░░░░░░░░░░░░░░░░░░░░░░░░░░░░░░░░░░░░░░░░░░░░░░░░░░░░░░░░░░░░░░░░░░░░░░░░░░░ (288, 381, 375, 408)
notice-text-placeholder: ░░░░░░░░░░░░░░░░░░░░░░░░░░░░░░░░░░░░░░░░░░░░░░░░░░░░░░░░░░░░░░░░░░░░░░░░░░░░░░░░░░░░░░░░░░░░░░░░░░░░░░░░░░░░░░░░░░░░░░░░░░░░░░░░░░░░░░░ (167, 386, 253, 403)
notice-item (288, 1344, 375, 1389)
notice-item (408, 1408, 495, 1439)
notice-signature-placeholder: ░░░░░░░░░░░░░░░░░░░░░░ (198, 1515, 254, 1519)
notice-signature-placeholder: ░░░░░░░░░░░░░░░░░░ (208, 1579, 254, 1583)
notice-text-placeholder: ░░░░░░░░░░░░░░░░░░░░░░░░░░░░░░░░░░░░░░░░░░░░░░░░░░░░░░░░░░░░░░░░░░░░░░░░░░░░░░░░░░░░░░░░░░░░░░░░░░░░░░░░░░░░░░░░░░░░░░░░░░░░░░░░░░░░░░░░░░░░░░░░░░░░░░░░░░░░░░░░░░░░░░░░░░░░░░░░░░░░░ (288, 2373, 375, 2399)
notice-item (167, 1498, 254, 1520)
notice-text-placeholder: ░░░░░░░░░░░░░░░░░░░░░░░░░░░░░░░░░░░░░░░░░░░░░░░░░░░░░░░░░░░░░░░░░░░░░░░░░░░░░░░░░░░░░░░░░░░░░░░░░░░░░░░░░░░░░░░░░░░░░░░░░░░░░░░░░░░░░░░░░░░░░░░░░░░░░░░░░░░░░░░░░░░░░ (167, 2339, 253, 2361)
notice-signature-placeholder: ░░░░░░░░░░░░░░░░░░░░ (325, 2436, 375, 2440)
notice-signature-placeholder: ░░░░░░░░░░░░░░░░░░░░ (203, 1665, 254, 1669)
notice-text-placeholder: ░░░░░░░░░░░░░░░░░░░░░░░░░░░░░░░░░░░░░░░░░░░░░░░░░░░░░░░░░░░░░░░░░░░░░░░░░░░░░░░░░░░░░░░░░░░░░░░░░░░░░░░░░░░░░░░░░░░░░░░░░░░░░░░░░░░░░░ (167, 666, 253, 683)
notice-signature-placeholder: ░░░░░░░░░░░░░░░░░░░░░ (442, 1204, 495, 1208)
notice-signature-placeholder: ░░░░░░░░░░░░░░░░░░░░░ (200, 1492, 254, 1497)
notice-signature-placeholder: ░░░░░░░░░░░░░░░░░░░░░░░ (70, 2549, 129, 2553)
notice-item (41, 680, 129, 738)
notice-signature-placeholder: ░░░░░░░░░░░░░░░░░░ (208, 1343, 254, 1348)
notice-text-placeholder: ░░░░░░░░░░░░░░░░░░░░░░░░░░░░░░░░░░░░░░░░░░░░░░░░░░░░░░░░░░░░░░░░░░░░░░░░░░░░░░░░░░░░░░░░░░░░░░░░░░░░░░░░░░░░░░░░░░░░░░░░░░░░░░░░░░░░░░░░░░░░░░░░░░░░░░░░░░░░░░░░░░░░░░░░░░░ (167, 689, 253, 715)
notice-text-placeholder: ░░░░░░░░░░░░░░░░░░░░░░░░░░░░░░░░░░░░░░░░░░░░░░░░░░░░░░░░░░░░░░░░░░░░░░░░░░░░░░░░░░░░░░░░░░░░░░░░░░░░░░░░░░░░░░░░░░░░░░░░░░░░░░░░░░░░░░░░░░░░░░░░░░░░░░░░░░░░░░░░░░░░░░░░░░░░░░░░░░░░░░░░░░░░░░░░░░░░░░░░░░░░░░░░░░░░░░░░░░░░░░░░░░░░░░░░░░░░░░░░░░░░░░░░░░░░░░░░ (288, 2157, 375, 2192)
notice-signature-placeholder: ░░░░░░░░░░░░░░░░░░░ (205, 191, 254, 195)
notice-signature-placeholder: ░░░░░░░░░░░░░░░░░░░░░ (75, 1736, 129, 1740)
notice-item (167, 160, 254, 196)
notice-text-placeholder: ░░░░░░░░░░░░░░░░░░░░░░░░░░░░░░░░░░░░░░░░░░░░░░░░░░░░░░░░░░░░░░░░░░░░░░░░░░░░░░░░░░░░░░░░░░░░░░░░░░░░░░░░░░░░░░░░░░░░░░░░░░░░░░░░░░░░░░░░░░░░░░░░░░░░░░░░░░░░░░░░░░░░░░░░░░░░░░░░░░░░░░░░░░░░░░░░░░░░░░░░░░░░░░░░░░░░░░░░░░░░░░░░░░░░░░░░░░░░░░░░░░░░░░░░░░░░░░░░░░░░░░░░░░░░░░░░░░░░░░░░░░░░░░░░░░░░░░░░░░░░░░░░░░░░░░░░░░░░░░░░░░░░░░░░░ (288, 2527, 375, 2571)
notice-item (288, 2157, 375, 2197)
notice-text-placeholder: ░░░░░░░░░░░░░░░░░░░░░░░░░░░░░░░░░░░░░░░░░░░░░░░░░░░░░░░░░░░░░░░░░░░░░░░░░░░░░░░░░░░░░░░░░░░░░░░░░░░░░░░░░░░░░░░░░░░░░░░░░░░░░░░░░░░░░░░░░░░░░░░░░░░░░░░░░░░░░░░░░░░░░░░░░░░░░░░░░░░░░░░░░░░░░░░░░░░░░░░░░░░░░░░░░░░░░░░░░░░░░░░░░░░░░░░░░░░░░░░░░░░░░░░░░░░░░░░░░░░░░ (41, 2270, 128, 2305)
notice-item (288, 1552, 375, 1587)
notice-body (406, 127, 498, 2439)
notice-item (41, 179, 129, 210)
notice-signature-placeholder: ░░░░░░░░░░░░░░░░░░░░░ (200, 1239, 254, 1243)
notice-signature-placeholder: ░░░░░░░░░░░░░░░░░░░ (327, 945, 375, 949)
notice-item (41, 1701, 129, 1741)
notice-signature-placeholder: ░░░░░░░░░░░░░░░░░░░ (80, 1406, 129, 1411)
column-footer (164, 1588, 256, 1592)
notice-signature-placeholder: ░░░░░░░░░░░░░░░░░░░ (205, 1620, 254, 1624)
notice-item (288, 2062, 375, 2088)
notice-signature-placeholder: ░░░░░░░░░░░░░░░░░░░░ (445, 1886, 495, 1891)
notice-text-placeholder: ░░░░░░░░░░░░░░░░░░░░░░░░░░░░░░░░░░░░░░░░░░░░░░░░░░░░░░░░░░░░░░░░░░░░░░░░░░░░░░░░░░░░░░░░░░░░░░░░░░░░░░░░░░░░░░░░░░░░░░░░░░░░░░░░░░░░░░░░░░░░░░░░░░░░░░░░░░░░░░░░░░░░░░░░░░░░░░░░░░░░░░░░░░░░░░░░░░░░░░░░░░░░░░░░░░░░░░░░░░░░░░░░░░░░░░░░░░░░░░░░░░░░░░░░░░░░░░░░░░░░░░░░░░░░░░░░░░░░░░░░░░░░░░░░░░░░░░░░░░░░░░░ (41, 874, 128, 914)
notice-signature-placeholder: ░░░░░░░░░░░░░░░░░░░░ (325, 977, 375, 981)
notice-item (288, 490, 375, 534)
notice-text-placeholder: ░░░░░░░░░░░░░░░░░░░░░░░░░░░░░░░░░░░░░░░░░░░░░░░░░░░░░░░░░░░░░░░░░░░░░░░░░░░░░░░░░░░░░░░░░░░░░░░░░░░░░░░░░░░░░░░░░░░░░░░░░░░░░░░░░░░░░░░░░░░░░░░░░░░░░░░░░░░░░░░░░░░░░░░░░░░░░░░░░░░░░░░░░░░░░░░░░░░░░░░░░░░░░░░░░░░░░░░░░░░░░░░░░░░░░░░░░░░░░░░░░░░░░░░░░░░░░░░░░░░░░░░░░░░░░░░░░░░░░░░ (408, 129, 495, 168)
notice-text-placeholder: ░░░░░░░░░░░░░░░░░░░░░░░░░░░░░░░░░░░░░░░░░░░░░░░░░░░░░░░░░░░░░░░░░░░░░░░░░░░░░░░░░░░░░░░░░░░░░░░░░░░░░░░░░░░░░░░░░░░░░░░░░░░░░░░░░░░░░░░░░░░░░░░░░░░░░░░░░░░░░░░░░░░░░░░░░░░░░░░░░░░░░░░░░░░░░░░░░░░░░░░░░░░░░░░░░░░░░░░░░░░░░░░░░░░░░░░░░░░░░░░ (167, 2397, 253, 2433)
notice-text-placeholder: ░░░░░░░░░░░░░░░░░░░░░░░░░░░░░░░░░░░░░░░░░░░░░░░░░░░░░░░░░░░░░░░░░░░░░░░░░░░░░░░░░░░░░░░░░░░░░░░░░░░░░░░░░░░░░░░░░░░░░░░░░░░░░░░░░░░░░░░░░░░░░░░░░░░░░░░░░░░░░░░░░░░░░░░░░░░░░░░░░░░░░░░░░░░░░░░░░░░░░░░░░░░░░░░░░░░░░░░░░░░░░░░░░░░░░░░░░░░░░░░░░░░░░░░░░░░░░░░░░░░░░░░░░░░░░░░░░░░░░░░░░░░░░░░░░░░░░░░░░░░░░░░░░░░░░░░░░░░░░░░░░░░░░░░░░░░░░░░░░░░░░░░░░░░░░░░░░ (167, 1719, 253, 1768)
notice-signature-placeholder: ░░░░░░░░░░░░░░░░░░░░ (445, 272, 495, 276)
notice-item (41, 1547, 129, 1605)
notice-item (288, 2292, 375, 2345)
notice-item (167, 1796, 254, 1823)
notice-signature-placeholder: ░░░░░░░░░░░░░░░░░░░░░ (442, 1670, 495, 1674)
notice-item (288, 1723, 375, 1776)
notice-signature-placeholder: ░░░░░░░░░░░░░░░░░░░░░░ (73, 1311, 129, 1316)
notice-signature-placeholder: ░░░░░░░░░░░░░░░░░░░░ (78, 1944, 129, 1948)
notice-text-placeholder: ░░░░░░░░░░░░░░░░░░░░░░░░░░░░░░░░░░░░░░░░░░░░░░░░░░░░░░░░░░░░░░░░░░░░░░░░░░░░░░░░░░░░░░░░░░░░░░░░░░░░░░░░░░░░░░░░░░░░░░░░░░░░░░░░░░░░░░░░░░░░░░░░░░░░░░░░░░░░░░░░░░░░░░░░░░░░░░░░░░░░░░░░░░░░░░░░░░░░░░░░░░░░░░░░░░░░░░░░░░░░░░░░░░░░░░░░░░░░░░░░░░░░░░░░░░░░░░░░░░░░░░░░░░░░░░░░░░░░░░░░░░░░░░░░░░░░░░░░░░░░░░░░░░░░░░░░░░░░░░░░░░░░░░░░░░░░░░░░░░░░░░░░░░░░░░░░ (408, 494, 495, 543)
notice-text-placeholder: ░░░░░░░░░░░░░░░░░░░░░░░░░░░░░░░░░░░░░░░░░░░░░░░░░░░░░░░░░░░░░░░░░░░░░░░░░░░░░░░░░░░░░░░░░░░░░░░░░░░░░░░░░░░░░░░░░░░░░░░░░░░░░░░░░░░░░░░░░░░░░░░░░░░░░░░░░░░░░░░░░░░░░░░░░░░░░░░░░░░░░░░░░░░░░░░░░░░░░░░░░░░░░░░░░░░░░░░░░░░░░░░░░░░░░░░░░░░░░░░░░░░░░░░░░░░░░░░░░░░░░░░░░░░░░░░░░░░░░░░░░░░░░░░░░░░░░░░░░░░░░░░░░░░░░░░░░░░░░░░░░░░░░░░░░░░░░░░░░░░░░░░░░░░░░░░░░░░░░░░░░░░░░░░░░░░░░░ (41, 1836, 128, 1884)
notice-item (288, 2374, 375, 2404)
notice-item (167, 1394, 254, 1443)
notice-text-placeholder: ░░░░░░░░░░░░░░░░░░░░░░░░░░░░░░░░░░░░░░░░░░░░░░░░░░░░░░░░░░░░░░░░░░░░░░░░░░░░░░░░░░░░░░░░░░░░░░░░░░░░░░░░░░░░░░░░░░░░░░░░░░░░░░░░░░░░░░░░░░░░░░░░░░░░░░░░░░░░░░░░░░░░░░░░░░░░░░░░░░░░░░░░░░░░░░░░░░░░░░░░░░░░░░░░░░░░░░░░░░░░░░░░░░░░░░░░░░░░░░░░░░░░░░░░░░░░░░░░░░░░░░░░░░░░░░░░░░░░░░░░░░░░░░░░░░░░░░░░░░░░░░░░░░░░░░░░░░░░░░░░░░░░░░░░░░░░░░░░░░░░░░ (41, 333, 128, 381)
notice-text-placeholder: ░░░░░░░░░░░░░░░░░░░░░░░░░░░░░░░░░░░░░░░░░░░░░░░░░░░░░░░░░░░░░░░░░░░░░░░░░░░░░░░░░░░░░░░░░░░░░░░░░░░░░░░░░░░░░░░░░░░░░░░░░░░░░░░░░░░░░░░░░░░░░░░░░░░░░░░░░░░░░░░░░░░░░░░░░░░░░░░░░░░░░░░░░░░░░░░░░░░░░░░░░░░░░░░░░░░░░░░░░░░░░░░░░░░░░░░░░░░░░░░░░░░░░░░░░░░░░░░░░░░░░░░░░░░░░░░░░░░░░░░░░░░░░░░░░░░░░░░░░░░░░░░░░░░░░░░░░░░░░░░░░░░░░░░░░░░░░░░░░░░░░░░░░░░░░░░ (167, 2261, 253, 2310)
notice-text-placeholder: ░░░░░░░░░░░░░░░░░░░░░░░░░░░░░░░░░░░░░░░░░░░░░░░░░░░░░░░░░░░░░░░░░░░░░░░░░░░░░░░░░░░░░░░░░░░░░░░░░░░░░░░░░░░░░░░░░░░░░░░░░░░░░░░░░░░░░░░░░░░░░░░░░░░░░░░░░░░░░░░░░░░░░░░░░░░░░░░░░░░░░░░░░░░░░░░░░░░░░░░░░░░░░░░░░░░░░░░░░░░░░░░░░░░░░░░░░░░░░░░░░░░░░░░░░░░░░░░░░░░░░░░░░░░░░░░ (408, 2272, 495, 2307)
notice-text-placeholder: ░░░░░░░░░░░░░░░░░░░░░░░░░░░░░░░░░░░░░░░░░░░░░░░░░░░░░░░░░░░░░░░░░░░░░░░░░░░░░░░░░░░░░░░░░░░░░░░░░░░░░░░░░░░░░░░░░░░░░░░░░░░░░░░░░░░░░░░░░░░░░░░░░░░░░░░░░░░░░░░░░░░░░░░░░░░░░░░░░░░░░░░░░░░░░░░░░░░░░░░░░░░░░░░░░░░░░░░░░░░░░░░░░░░░░░░░░░░░░░░░░░░░░░░░░░░░░░░░░░░░░░░░░░░░░░░░░░░░░░░░░░░░░░░░░░░░░ (288, 2198, 375, 2237)
notice-signature-placeholder: ░░░░░░░░░░░░░░░░░░ (83, 1117, 129, 1122)
notice-text-placeholder: ░░░░░░░░░░░░░░░░░░░░░░░░░░░░░░░░░░░░░░░░░░░░░░░░░░░░░░░░░░░░░░░░░░░░░░░░░░░░░░░░░░░░░░░░░░░░░░░░░░░░░░░░░░░░░░░░░░░░░░░░░░░░░░░░░░░░░░░░░░░░░░░░░░░░░░░░░░░░░░░░░░░░░░░░░░░░░░░░░░░░░░░░░░░ (41, 2202, 128, 2228)
notice-signature-placeholder: ░░░░░░░░░░░░░░░░░░ (450, 2004, 495, 2009)
notice-item (41, 2202, 129, 2233)
notice-signature-placeholder: ░░░░░░░░░░░░░░░░░░░░░░░ (317, 864, 375, 868)
notice-signature-placeholder: ░░░░░░░░░░░░░░░░░░ (208, 887, 254, 891)
notice-item (408, 1625, 495, 1647)
notice-signature-placeholder: ░░░░░░░░░░░░░░░░░░░ (80, 2169, 129, 2173)
notice-text-placeholder: ░░░░░░░░░░░░░░░░░░░░░░░░░░░░░░░░░░░░░░░░░░░░░░░░░░░░░░░░░░░░░░░░░░░░░░░░░░░░░░░░░░░░░░░░░░░░░░░░░░░░░░░░░░░░░░░░░░░░░░░░░░░░░░░░░░░░░░░░░░░░░░░░░░░░░░░░░░░░░░░░░░░░░░░░░░░░░░░░░░░░░░░░░░░░░░░░░░░░░░░░░░░░░░░░░░░░░░░░░░░░░░░░░░░░░░░░░░░░░░░░░░░░░░░░░░░░░░░░░░░░░░░░░░░░░░░░░░░░░░░░░░░░░░░░░░░░░░░░░░░░░░░░░░░░░░░░░░░░░░░░░░░░░░░░░░░░░░░░░ (41, 1786, 128, 1831)
notice-text-placeholder: ░░░░░░░░░░░░░░░░░░░░░░░░░░░░░░░░░░░░░░░░░░░░░░░░░░░░░░░░░░░░░░░░░░░░░░░░░░░░░░░░░░░░░░░░░░░░░░░░░░░░░░░░░░░░░░░░░░░░░░░░░░ (408, 2416, 495, 2434)
notice-item (167, 409, 254, 440)
notice-item (408, 1381, 495, 1407)
notice-text-placeholder: ░░░░░░░░░░░░░░░░░░░░░░░░░░░░░░░░░░░░░░░░░░░░░░░░░░░░░░░░░░░░░░░░░░░░░░░░░░░░░░░░░░░░░░░░░░░░░░░░░░░░░░░░░░░░░░░░░░░░░░░░░░░░░░░░░░░░░░░░░░░░░░░░░░░░░░░░░░░░░░░░░░░░░░░░░░░░░░░░░░░░░░░░░░░░░░░░░░░░░░░░░░░░░░░░░░░░░░░░░░░░░░░░ (41, 2233, 128, 2264)
notice-text-placeholder: ░░░░░░░░░░░░░░░░░░░░░░░░░░░░░░░░░░░░░░░░░░░░░░░░░░░░░░░░░░░░░░░░░░░░░░░░░░░░░░░░░░░░░░░░░░░░░░░░░░░░░░░░░░░░░░░░░░░░░░░░░░░░░░░░░░░░░░░░░░░░░░░░░░░░░░░░░░░░░░░░░░░░░░░░░░░░░░░░░░░░░░░░░░░░░░░░░░░░░░░░░░░░░░░░░░░░░░░░░░░░░░░░░░░░░░░░░░░░░░░░░░░░░░░░░░░░░░░░░░░░░░░░░░░░░░░░░░░░░░░░░░░░░░░░░░░░░░░░░░░░░░░░░░░░░░░░░ (408, 987, 495, 1032)
notice-signature-placeholder: ░░░░░░░░░░░░░░░░░░░░░░░ (437, 2434, 495, 2438)
notice-signature-placeholder: ░░░░░░░░░░░░░░░░░░░░ (325, 1953, 375, 1957)
notice-item (41, 626, 129, 679)
notice-signature-placeholder: ░░░░░░░░░░░░░░░░░░░ (205, 2090, 254, 2094)
notice-column (406, 114, 498, 2438)
notice-signature-placeholder: ░░░░░░░░░░░░░░░░░░░░░ (442, 2357, 495, 2361)
notice-item (288, 2442, 375, 2482)
notice-signature-placeholder: ░░░░░░░░░░░░░░░░░░░░░░ (440, 2411, 495, 2415)
notice-item (41, 766, 129, 797)
notice-text-placeholder: ░░░░░░░░░░░░░░░░░░░░░░░░░░░░░░░░░░░░░░░░░░░░░░░░░░░░░░░░░░░░░░░░░░░░░░░░░░░░░░░░░░░░░░░░░░░░░░░░░░░░░░░░░░░░░░░░░░░░░░░░░░░░░░░░ (167, 2316, 253, 2333)
notice-item (167, 1073, 254, 1117)
notice-signature-placeholder: ░░░░░░░░░░░░░░░░░░░░ (325, 485, 375, 489)
notice-item (41, 333, 129, 386)
notice-text-placeholder: ░░░░░░░░░░░░░░░░░░░░░░░░░░░░░░░░░░░░░░░░░░░░░░░░░░░░░░░░░░░░░░░░░░░░░░░░░░░░░░░░░░░░░░░░░░░░░░░░░░░░░░░░░░░░░░░░░░░░░░░░░░░░░░░░░░░░░░░░░░░░░░░░░░░░░░░ (41, 1890, 128, 1912)
notice-text-placeholder: ░░░░░░░░░░░░░░░░░░░░░░░░░░░░░░░░░░░░░░░░░░░░░░░░░░░░░░░░░░░░░░░░░░░░░░░░░░░░░░░░░░░░░░░░░░░░░░░░░░░░░░░░░░░░░░░░░░░░░░░░░░░░░░░░░░░░░░░░░░░░░░░░░░░░░░░░░░░░░░░░░░░░░░░░░░ (167, 969, 253, 991)
notice-signature-placeholder: ░░░░░░░░░░░░░░░░░░░░ (78, 2454, 129, 2458)
notice-text-placeholder: ░░░░░░░░░░░░░░░░░░░░░░░░░░░░░░░░░░░░░░░░░░░░░░░░░░░░░░░░░░░░░░░░░░░░░░░░░░░░░░░░░░░░░░░░░░░░░░░░░░░░░░░░░░░░░░░░░░░░░░░░░░░░░░░░░░░░░░░░░░░░░░░░░░░░░░░░░░░░░░░░░░░░░░░░░░░░░░░░░░░░░░░░░░░░░░░░░░░░░░░░░░░░░░░░░░░░░░░░░░░░░░░░░░░░░░░░░░░░░░░░░░░░░░░░░░░░░░░░░░░░░░░░░░░░░░░░░░░░░░░░░░░░ (167, 237, 253, 277)
notice-item (167, 1222, 254, 1244)
notice-signature-placeholder: ░░░░░░░░░░░░░░░░░░░░░░░ (70, 828, 129, 833)
notice-item (408, 2177, 495, 2203)
notice-text-placeholder: ░░░░░░░░░░░░░░░░░░░░░░░░░░░░░░░░░░░░░░░░░░░░░░░░░░░░░░░░░░░░░░░░░░░░░░░░░░░░░░░░░░░░░░░░░░░░░░░░░░░░░░░░░░░░░░░░░░░░░░░░░░░░░░ (408, 1358, 495, 1375)
notice-text-placeholder: ░░░░░░░░░░░░░░░░░░░░░░░░░░░░░░░░░░░░░░░░░░░░░░░░░░░░░░░░░░░░░░░░░░░░░░░░░░░░░░░░░░░░░░░░░░░░░░░░░░░░░░░░░░░░░░░░░░░░░░░░░░░░░░░░░░░░░░░░░░░░░░░░░░░░░░░░░░░░░░░░░░░░░░░░░░░░░░░░░░░░░░░░░░░░░░░░░░░░░░░░░░░░░░░░░░░░░░░░░░░░░░░░░░░░░░░░░░░░░░░░░░░░░░░░░░░░░░░░░░░░░░░░░░░░░░░░░░░░░░░░░░░░░░░░░░░░░░░░░░░░░░░░░░░░░░░░░░░░░░░░░░░░░░░░░░░░ (288, 1673, 375, 1718)
notice-item (167, 2044, 254, 2067)
notice-signature-placeholder: ░░░░░░░░░░░░░░░░░░░░░ (200, 1936, 254, 1940)
notice-text-placeholder: ░░░░░░░░░░░░░░░░░░░░░░░░░░░░░░░░░░░░░░░░░░░░░░░░░░░░░░░░░░░░░░░░░░░░░░░░░░░░░░░░░░░░░░░░░░░░░░░░░░░░░░░░░░░░░░░░░░░░░░░░░░░░░░░░░░░░░░░░░░░░░░░░░░░░░░░░░░░░░░░░░░░░░░░░░░░░░░░░░░░░░░░░░░░░░░░░░░░░░░░░░░░░░░░░░░░░░░░░░░░░░░░░░░░░░░░░░░░░░░░░░░░░░░░░░░░░░░░░░░░░░░░░░░░░░░░░░░░░░░░░░░░░░░░░░░░░░░░░░░░ (41, 2026, 128, 2065)
notice-signature-placeholder: ░░░░░░░░░░░░░░░░░░░░░ (200, 1714, 254, 1718)
notice-item (288, 869, 375, 922)
notice-signature-placeholder: ░░░░░░░░░░░░░░░░░░░░░░ (73, 792, 129, 796)
notice-signature-placeholder: ░░░░░░░░░░░░░░░░░░░░ (325, 1487, 375, 1492)
notice-text-placeholder: ░░░░░░░░░░░░░░░░░░░░░░░░░░░░░░░░░░░░░░░░░░░░░░░░░░░░░░░░░░░░░░░░░░░░░░░░░░░░░░░░░░░░░░░░░░░░░░░░░░░░░░░░░░░░░░░░░░░░░░░░░░░░░░░░░░░░░░░░░░░░░░░░░░░░░░░░░░░░░░░░░░░░░░░░░░░░░░░░░░░░░░░░░░░░░░░░░░░░░░░░░░░░░░░░░░░░░░░░░░░░░░░░░░░░░░░░░░░░░░░░░░░░░░░░░░░░░░░░░░░░░░░░░░░░░░░░░░░░░░░░░░░░░░░░░░░░░░░░░░░░░░░░░░░░░░░░░░░░░░░░░░░░░░░░░░░░░░░░░░░░░░░░░ (408, 2362, 495, 2411)
notice-signature-placeholder: ░░░░░░░░░░░░░░░░░░░░░░░ (195, 381, 254, 385)
notice-text-placeholder: ░░░░░░░░░░░░░░░░░░░░░░░░░░░░░░░░░░░░░░░░░░░░░░░░░░░░░░░░░░░░░░░░░░░░░░░░░░░░░░░░░░░░░░░░░░░░░░░░░░░░░░░░░░░░░░░░░░░░░░░░░░░░░░░░░░░░░░░░░░░░░░░░░░░░░░░░░░░░░░░░░░░░░░░░░░░░░░░░░░░░░░░░░░░░░░░░░░░░░░░░░░░░░░░░░░░░░░░░░░░░░░░ (41, 2518, 128, 2549)
notice-text-placeholder: ░░░░░░░░░░░░░░░░░░░░░░░░░░░░░░░░░░░░░░░░░░░░░░░░░░░░░░░░░░░░░░░░░░░░░░░░░░░░░░░░░░░░░░░░░░░░░░░░░░░░░░░░░░░░░░░░░░░░░░░░░░░░░░░░░░░░░░░░░░░░░░░░░░░░░░░░░░░░░░░░░░░░░░░░░░░░░░░░░░░░░░░░░░░░░░░░░░░░░░░░░░░░░░░░░ (167, 441, 253, 471)
notice-signature-placeholder: ░░░░░░░░░░░░░░░░░░░░░ (442, 2148, 495, 2153)
notice-text-placeholder: ░░░░░░░░░░░░░░░░░░░░░░░░░░░░░░░░░░░░░░░░░░░░░░░░░░░░░░░░░░░░░░░░░░░░░░░░░░░░░░░░░░░░░░░░░░░░░░░░░░░░░░░░░░░░░░░░░░░░░░░░░░░░░░░░░░░░░░░░░░░░░░░░░░░░░░░░░░░░░░░░ (408, 2177, 495, 2198)
notice-signature-placeholder: ░░░░░░░░░░░░░░░░░░░░ (203, 2361, 254, 2365)
notice-signature-placeholder: ░░░░░░░░░░░░░░░░░░░░░░░ (437, 1738, 495, 1742)
notice-text-placeholder: ░░░░░░░░░░░░░░░░░░░░░░░░░░░░░░░░░░░░░░░░░░░░░░░░░░░░░░░░░░░░░░░░░░░░░░░░░░░░░░░░░░░░░░░░░░░░░░░░░░░░░░░░░░░░░░░░░░░░░░░░░░░░░░░░░░░░░░░░░░░░░░░░░░░░░░░░░░░░░░░░░░░░░░ (408, 571, 495, 593)
column-label: 1/4 中缝 (54, 72, 119, 89)
notice-item (288, 1267, 375, 1303)
notice-text-placeholder: ░░░░░░░░░░░░░░░░░░░░░░░░░░░░░░░░░░░░░░░░░░░░░░░░░░░░░░░░░░░░░░░░░░░░░░░░░░░░░░░░░░░░░░░░░░░░░░░░░░░░░░░░░░░░░░░░░░░░░░░░░░░░░░░░░░░░░░░░░░░░░░░░░░░░░░░░░░░░░░░░░░░░░░░░░░░░░░░░░░░░░░░░░░░░░░░░░░░░░░░░░░░░░░░░░░░░░░░░░░░░░░░░░░░░░░░░░░░░ (408, 1706, 495, 1738)
notice-text-placeholder: ░░░░░░░░░░░░░░░░░░░░░░░░░░░░░░░░░░░░░░░░░░░░░░░░░░░░░░░░░░░░░░░░░░░░░░░░░░░░░░░░░░░░░░░░░░░░░░░░░░░░░░░░░░░░░░░░░░░░░░░░░░░░░░░░░░░░░░░░░░░░░░░░░░░░░░░░░░░░░░░░░░░░░░░░░░░░░░░░░░░░░░░░░░░░░░░░░░░░░░░░░░░░░░░░░░░░░░░░░░░░░░░░░░░░░░░░░░░░░░░░░░░░░░░░░░░░░░░░░░░░░░░░░░░░░░░░░░░░░░░░░░░░░░░░░░░░░░░░░░░░░░░░░ (41, 288, 128, 327)
notice-text-placeholder: ░░░░░░░░░░░░░░░░░░░░░░░░░░░░░░░░░░░░░░░░░░░░░░░░░░░░░░░░░░░░░░░░░░░░░░░░░░░░░░░░░░░░░░░░░░░░░░░░░░░░░░░░░░░░░░░░░░░░░░░░░░░░░░░░░░░░░░░░░░░░░░░░░░░░░░░░░░░░░░░░░░░░░░░░░░░░░░░░░░░░░░░░░░░░░░░░░░░░░░░░░░░░░░░░░░░░░░░░░░░░░░░░░░░░░░░░░░░░░░░░░░░░░░░░░░░░░░░░░░░░░░░░░░░░░░░░░░░░░░░░░░░░░░░░░░░░░░░░░░░░░░░░░░░░░░░░░░░░ (408, 174, 495, 217)
notice-text-placeholder: ░░░░░░░░░░░░░░░░░░░░░░░░░░░░░░░░░░░░░░░░░░░░░░░░░░░░░░░░░░░░░░░░░░░░░░░░░░░░░░░░░░░░░░░░░░░░░░░░░░░░░░░░░░░░░░░░░░░░░░░░░░░░░░░░░░░░░░░░░░░░░░░░░░░░░░░░░░░░░░░░░░░░░░░░░░░░░░░░░░░░░░░░░░░░░░░░░░░░░░░░░░░░░░░░░░░░░░░░░░░░░░░░░░░░░░░░░░░░░░░░░░░░░░░░░░░░░░░░░░░░░░░░ (41, 1411, 128, 1447)
notice-signature-placeholder: ░░░░░░░░░░░░░░░░░░░ (205, 1162, 254, 1167)
notice-signature-placeholder: ░░░░░░░░░░░░░░░░░░░░░░░ (437, 837, 495, 841)
notice-text-placeholder: ░░░░░░░░░░░░░░░░░░░░░░░░░░░░░░░░░░░░░░░░░░░░░░░░░░░░░░░░░░░░░░░░░░░░░░░░░░░░░░░░░░░░░░░░░░░░░░░░░░░░░░░░░░░░░░░░░░░░░░░░░░░░░░░░░░░░░░░░░░░░░░░░░░░░░░░░░░░░░░░░░░░░░░░░░░░░░░░░░░░░░░░░░░░░░░░░░░░░░░░░░░░░░░░░░░░░░░░░░░░░░░░░░░░░░░░░░░░░░░░░░░░░░░░░░░░░░░░░░░░░ (288, 1019, 375, 1054)
notice-item (41, 1633, 129, 1664)
notice-item (408, 2154, 495, 2176)
notice-item (408, 1440, 495, 1476)
notice-text-placeholder: ░░░░░░░░░░░░░░░░░░░░░░░░░░░░░░░░░░░░░░░░░░░░░░░░░░░░░░░░░░░░░░░░░░░░░░░░░░░░░░░░░░░░░░░░░░░░░░░░░░░░░░░░░░░░░░░░░░░░░░░░░░░░░░░ (408, 1091, 495, 1108)
notice-text-placeholder: ░░░░░░░░░░░░░░░░░░░░░░░░░░░░░░░░░░░░░░░░░░░░░░░░░░░░░░░░░░░░░░░░░░░░░░░░░░░░░░░░░░░░░░░░░░░░░░░░░░░░░░░░░░░░░░░░░░░░░░░░░░░░░░░░░░░░░░░░░░░░░░░░░░░░░░░░░░░░░░░░░░░░░░░░░░░░░░░░░░░░░░░░░░░░░░░░░░░░░░░░░░░░░░░░░░░░░░░░░░░░░░░░░░░░░░░░░░░░░░░░░░░░░░░░░░░░░░░░░░░░░░░░░░░░░░░░░░░░░░░░░░░░░░░░░░░░░░░░░░░░░░░░░░░░░░░░░░░░░░░░░░░░░░░░░░░░░░░░░░ (41, 1497, 128, 1542)
notice-item (167, 517, 254, 562)
notice-signature-placeholder: ░░░░░░░░░░░░░░░░░░ (83, 869, 129, 873)
notice-item (288, 2089, 375, 2120)
notice-text-placeholder: ░░░░░░░░░░░░░░░░░░░░░░░░░░░░░░░░░░░░░░░░░░░░░░░░░░░░░░░░░░░░░░░░░░░░░░░░░░░░░░░░░░░░░░░░░░░░░░░░░░░░░░░░░░░░░░░░░░░░░░░░░░░░░░░░░░░░░░░░░░░░░░░░░░░░░░░░░░░░░░░░░░░░░░░░░░░░░ (167, 129, 253, 155)
notice-item (288, 2243, 375, 2291)
notice-text-placeholder: ░░░░░░░░░░░░░░░░░░░░░░░░░░░░░░░░░░░░░░░░░░░░░░░░░░░░░░░░░░░░░░░░░░░░░░░░░░░░░░░░░░░░░░░░░░░░░░░░░░░░░░░░░░░░░░░░░░░░░░░░░░░░░░░░░░░░░░░░░░░░░░░░░░░░░░░░░░░░░░░░░░░░░░░░░░░░░░░░░░░░░░░░░░░░░░░░░░░░░░░░░░░░░░ (167, 1272, 253, 1303)
notice-signature-placeholder: ░░░░░░░░░░░░░░░░░░ (330, 408, 375, 412)
notice-text-placeholder: ░░░░░░░░░░░░░░░░░░░░░░░░░░░░░░░░░░░░░░░░░░░░░░░░░░░░░░░░░░░░░░░░░░░░░░░░░░░░░░░░░░░░░░░░░░░░░░░░░░░░░░░░░░░░░░░░░░░░░░░░░░░░░░░░░░░░░░░░░░░░░░░░░░ (288, 1777, 375, 1798)
notice-item (41, 2026, 129, 2070)
notice-item (288, 381, 375, 412)
notice-text-placeholder: ░░░░░░░░░░░░░░░░░░░░░░░░░░░░░░░░░░░░░░░░░░░░░░░░░░░░░░░░░░░░░░░░░░░░░░░░░░░░░░░░░░░░░░░░░░░░░░░░░░░░░░░░░░░░░░░░░░░░░░░░░░░░░░░░░░░░░░░░░░░░░░░░░░░░░░░░░░░░░░░░░░░░░░░░░░░░░░░░░░░░░░░░░░░░░░░░░░░░░░░░░░░░░░░░░░░░░░░░░░░░░░░░░░░░░░░░░░░░░░░░░░░░░░░░░░░░░░░░░░░░░░░░░░░░░░░░░░░░░░░░░ (167, 1073, 253, 1113)
notice-text-placeholder: ░░░░░░░░░░░░░░░░░░░░░░░░░░░░░░░░░░░░░░░░░░░░░░░░░░░░░░░░░░░░░░░░░░░░░░░░░░░░░░░░░░░░░░░░░░░░░░░░░░░░░░░░░░░░░░░░░░░░░░░░░░░░░░░░░░░░░░░░░░░░░░░░░░░░░░░░░░░░░░░░░░░░░░░░░░░░░░░░░░░░░░░░░░░░░░░░░░░░░░░░░░░░░░░░░░░░░░░░░░░░░░░░░░ (288, 129, 375, 160)
notice-signature-placeholder: ░░░░░░░░░░░░░░░░░░░░ (203, 471, 254, 476)
notice-signature-placeholder: ░░░░░░░░░░░░░░░░░░░░░ (200, 991, 254, 995)
notice-text-placeholder: ░░░░░░░░░░░░░░░░░░░░░░░░░░░░░░░░░░░░░░░░░░░░░░░░░░░░░░░░░░░░░░░░░░░░░░░░░░░░░░░░░░░░░░░░░░░░░░░░░░░░░░░░░░░░░░░░░░░░░░░░░░░░░░░░░░░░░░░░░░░░░░░░░░░░ (288, 1208, 375, 1230)
notice-item (408, 671, 495, 715)
notice-text-placeholder: ░░░░░░░░░░░░░░░░░░░░░░░░░░░░░░░░░░░░░░░░░░░░░░░░░░░░░░░░░░░░░░░░░░░░░░░░░░░░░░░░░░░░░░░░░░░░░░░░░░░░░░░░░░░░░░░░░░░░░░░░░░░░░░░░░░ (408, 277, 495, 295)
notice-signature-placeholder: ░░░░░░░░░░░░░░░░░░ (450, 1353, 495, 1357)
notice-signature-placeholder: ░░░░░░░░░░░░░░░░░░░░ (203, 1438, 254, 1442)
notice-signature-placeholder: ░░░░░░░░░░░░░░░░░░░░░░ (440, 1701, 495, 1705)
